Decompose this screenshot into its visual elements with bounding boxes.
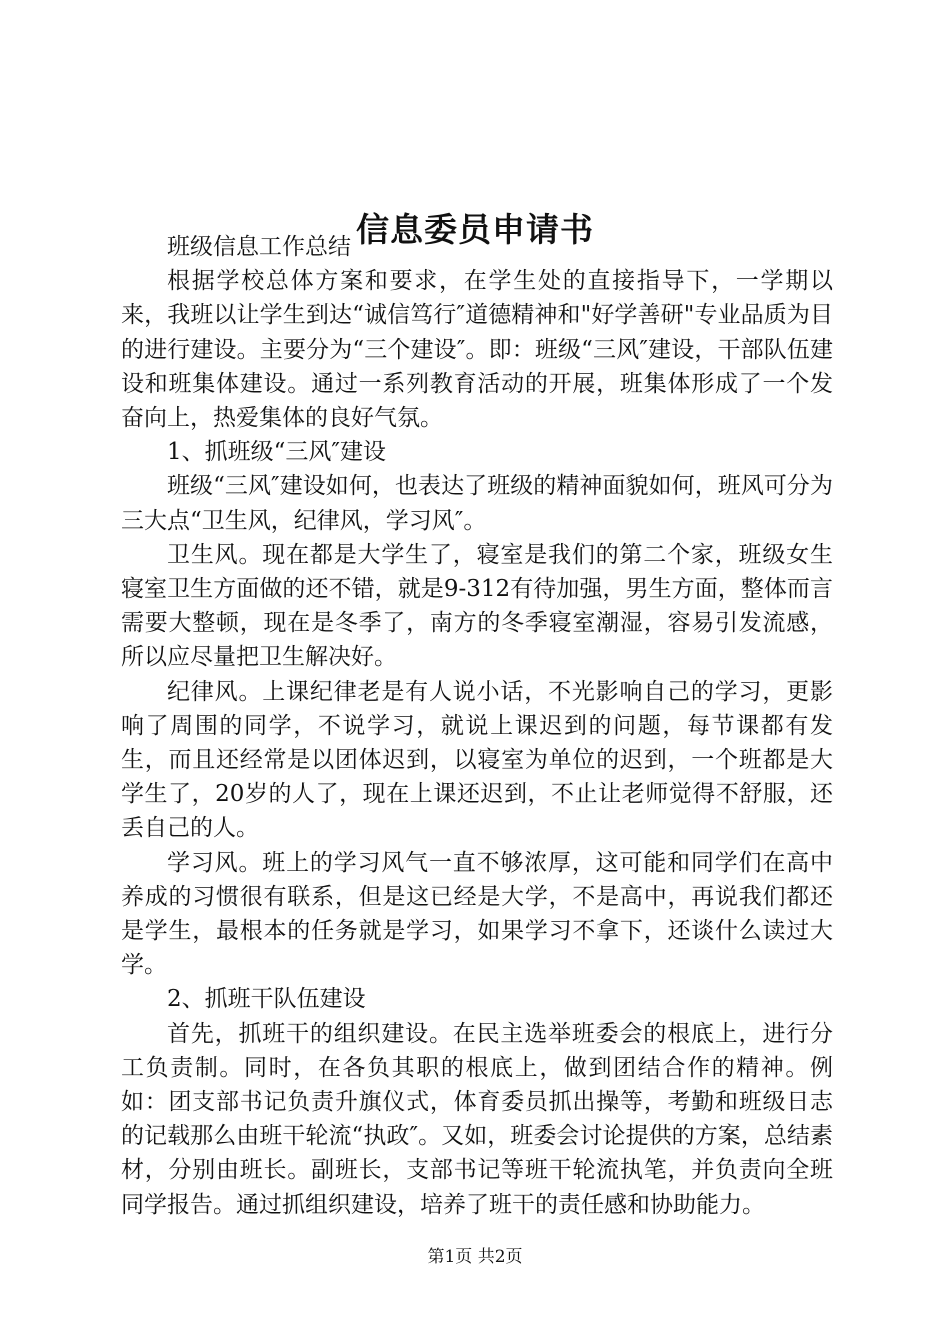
document-body bbox=[121, 230, 833, 1222]
paragraph-three-styles: 班级“三风″建设如何，也表达了班级的精神面貌如何，班风可分为三大点“卫生风，纪律风，学习风″。 bbox=[121, 473, 833, 534]
paragraph-cadre: 首先，抓班干的组织建设。在民主选举班委会的根底上，进行分工负责制。同时，在各负其职的根底上，做到团结合作的精神。例如：团支部书记负责升旗仪式，体育委员抓出操等，考勤和班级日志的记载那么由班干轮流“执政″。又如，班委会讨论提供的方案，总结素材，分别由班长。副班长，支部书记等班干轮流执笔，并负责向全班同学报告。通过抓组织建设，培养了班干的责任感和协助能力。 bbox=[121, 1020, 833, 1218]
section-heading-2: 2、抓班干队伍建设 bbox=[167, 986, 366, 1013]
document-title: 信息委员申请书 bbox=[356, 210, 594, 250]
paragraph-study: 学习风。班上的学习风气一直不够浓厚，这可能和同学们在高中养成的习惯很有联系，但是这已经是大学，不是高中，再说我们都还是学生，最根本的任务就是学习，如果学习不拿下，还谈什么读过大学。 bbox=[121, 849, 833, 979]
page-footer: 第1页 共2页 bbox=[427, 1247, 523, 1267]
paragraph-intro: 根据学校总体方案和要求，在学生处的直接指导下，一学期以来，我班以让学生到达“诚信笃行″道德精神和"好学善研"专业品质为目的进行建设。主要分为“三个建设″。即：班级“三风″建设，干部队伍建设和班集体建设。通过一系列教育活动的开展，班集体形成了一个发奋向上，热爱集体的良好气氛。 bbox=[121, 268, 833, 432]
paragraph-discipline: 纪律风。上课纪律老是有人说小话，不光影响自己的学习，更影响了周围的同学，不说学习，就说上课迟到的问题，每节课都有发生，而且还经常是以团体迟到，以寝室为单位的迟到，一个班都是大学生了，20岁的人了，现在上课还迟到，不止让老师觉得不舒服，还丢自己的人。 bbox=[121, 678, 833, 842]
section-heading-1: 1、抓班级“三风″建设 bbox=[167, 439, 386, 466]
paragraph-subtitle: 班级信息工作总结 bbox=[167, 234, 351, 260]
paragraph-hygiene: 卫生风。现在都是大学生了，寝室是我们的第二个家，班级女生寝室卫生方面做的还不错，就是9-312有待加强，男生方面，整体而言需要大整顿，现在是冬季了，南方的冬季寝室潮湿，容易引发流感，所以应尽量把卫生解决好。 bbox=[121, 541, 833, 671]
